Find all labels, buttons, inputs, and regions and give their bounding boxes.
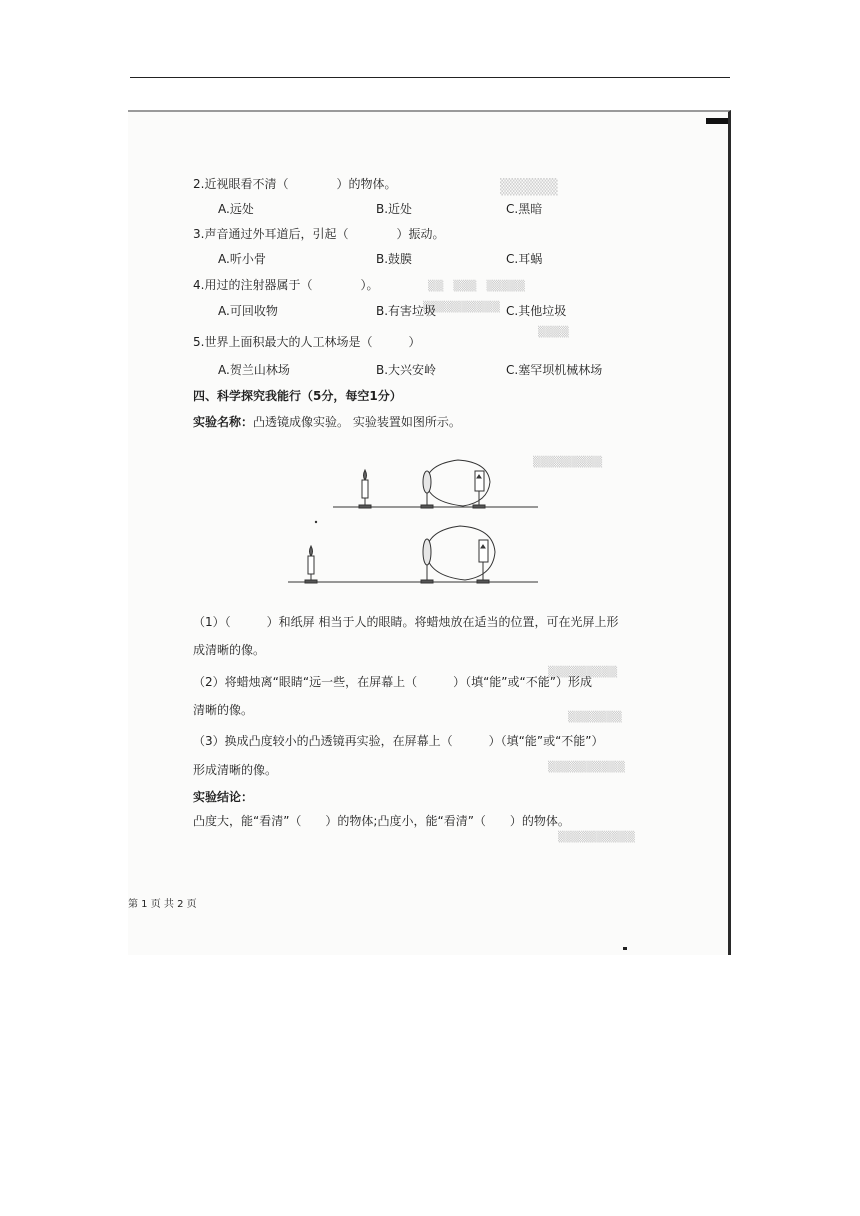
question-5-option-a: A.贺兰山林场 [218,363,290,377]
question-4-option-c: C.其他垃圾 [506,304,567,318]
experiment-name-text: 凸透镜成像实验。 实验装置如图所示。 [253,415,461,429]
item-3-line-1: （3）换成凸度较小的凸透镜再实验，在屏幕上（ ）（填“能”或“不能”） [193,734,604,748]
setup-bottom [288,526,538,583]
page-footer: 第 1 页 共 2 页 [128,899,197,910]
eye-model-icon [421,526,495,583]
question-4-option-a: A.可回收物 [218,304,278,318]
lens-experiment-figure [288,442,538,602]
question-3-stem: 3.声音通过外耳道后，引起（ ）振动。 [193,227,445,241]
bleed-through: ▒▒▒▒▒▒▒▒▒▒ [558,832,635,843]
bleed-through: ▒▒▒▒▒▒▒▒▒ [533,457,603,468]
candle-icon [359,470,371,508]
question-2-option-b: B.近处 [376,202,413,216]
question-4-stem: 4.用过的注射器属于（ ）。 [193,278,379,292]
conclusion-label: 实验结论： [193,790,254,804]
item-3-line-2: 形成清晰的像。 [193,763,278,777]
item-2-line-1: （2）将蜡烛离“眼睛“远一些，在屏幕上（ ）（填“能”或“不能”）形成 [193,675,592,689]
bleed-through: ▒▒▒▒▒▒▒▒▒▒ [548,762,625,773]
experiment-name-label: 实验名称： [193,415,254,429]
question-3-option-a: A.听小骨 [218,252,266,266]
item-2-line-2: 清晰的像。 [193,703,254,717]
scan-speck [623,947,627,950]
question-3-option-b: B.鼓膜 [376,252,413,266]
eye-model-icon [421,460,490,508]
bleed-through: ▒▒▒▒▒▒▒ [568,712,622,723]
conclusion-text: 凸度大，能“看清”（ ）的物体;凸度小，能“看清”（ ）的物体。 [193,814,570,828]
question-5-option-b: B.大兴安岭 [376,363,437,377]
question-3-option-c: C.耳蜗 [506,252,543,266]
top-rule [130,77,730,78]
item-1-line-1: （1）（ ）和纸屏 相当于人的眼睛。将蜡烛放在适当的位置，可在光屏上形 [193,615,619,629]
bleed-through: ▒▒▒▒▒▒▒▒▒▒ [423,302,500,313]
setup-top [333,460,538,508]
question-2-option-a: A.远处 [218,202,254,216]
candle-icon [305,546,317,583]
item-1-line-2: 成清晰的像。 [193,643,266,657]
bleed-through: ▒▒▒▒▒▒▒▒▒ [548,667,618,678]
bleed-through: ▒▒ ▒▒▒ ▒▒▒▒▒ [428,281,525,292]
scan-corner-mark [706,118,728,124]
experiment-name-line [193,414,461,430]
question-5-option-c: C.塞罕坝机械林场 [506,363,603,377]
scanned-page [128,110,731,955]
question-2-option-c: C.黑暗 [506,202,543,216]
question-4-option-b: B.有害垃圾 [376,304,437,318]
question-5-stem: 5.世界上面积最大的人工林场是（ ） [193,335,421,349]
bleed-through: ▒▒▒▒ [538,327,569,338]
scan-speck [315,521,317,523]
section-4-heading: 四、科学探究我能行（5分，每空1分） [193,389,402,403]
bleed-through: ▒▒▒▒▒ [500,178,558,196]
question-2-stem: 2.近视眼看不清（ ）的物体。 [193,177,397,191]
